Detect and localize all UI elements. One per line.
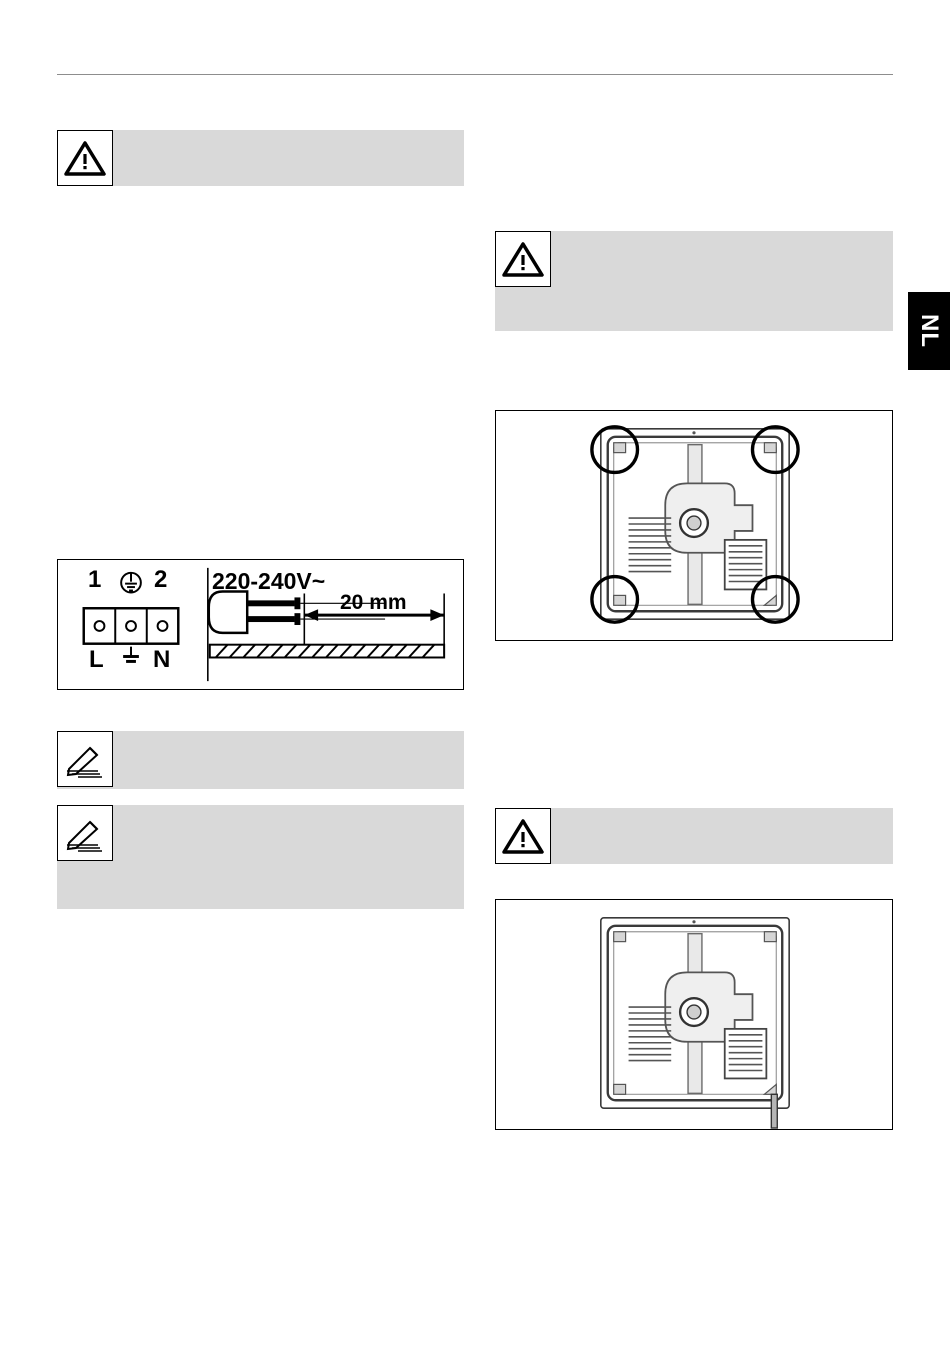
left-warning-notice <box>57 130 464 186</box>
note-pencil-icon <box>57 805 113 861</box>
left-note-notice-2 <box>57 805 464 909</box>
phase-label-l: L <box>89 646 104 673</box>
figure-oven-back-circles <box>495 410 893 641</box>
oven-back-cable-graphic <box>496 900 892 1129</box>
terminal-label-1: 1 <box>88 566 102 593</box>
figure-oven-back-cable <box>495 899 893 1130</box>
warning-triangle-icon <box>495 231 551 287</box>
header-rule <box>57 74 893 75</box>
oven-back-graphic <box>496 411 892 640</box>
figure-connection-diagram <box>57 559 464 690</box>
left-note-notice-1 <box>57 731 464 789</box>
warning-triangle-icon <box>57 130 113 186</box>
right-warning-notice-2 <box>495 808 893 864</box>
page-side-tab <box>908 292 950 370</box>
warning-triangle-icon <box>495 808 551 864</box>
right-warning-notice-1 <box>495 231 893 331</box>
neutral-label-n: N <box>153 646 171 673</box>
voltage-label: 220-240V~ <box>212 568 326 594</box>
note-pencil-icon <box>57 731 113 787</box>
page-side-tab-label: NL <box>916 314 943 348</box>
left-body-text <box>57 205 464 525</box>
power-cable <box>771 1094 777 1128</box>
strip-length-label: 20 mm <box>340 591 407 614</box>
terminal-label-2: 2 <box>154 566 168 593</box>
